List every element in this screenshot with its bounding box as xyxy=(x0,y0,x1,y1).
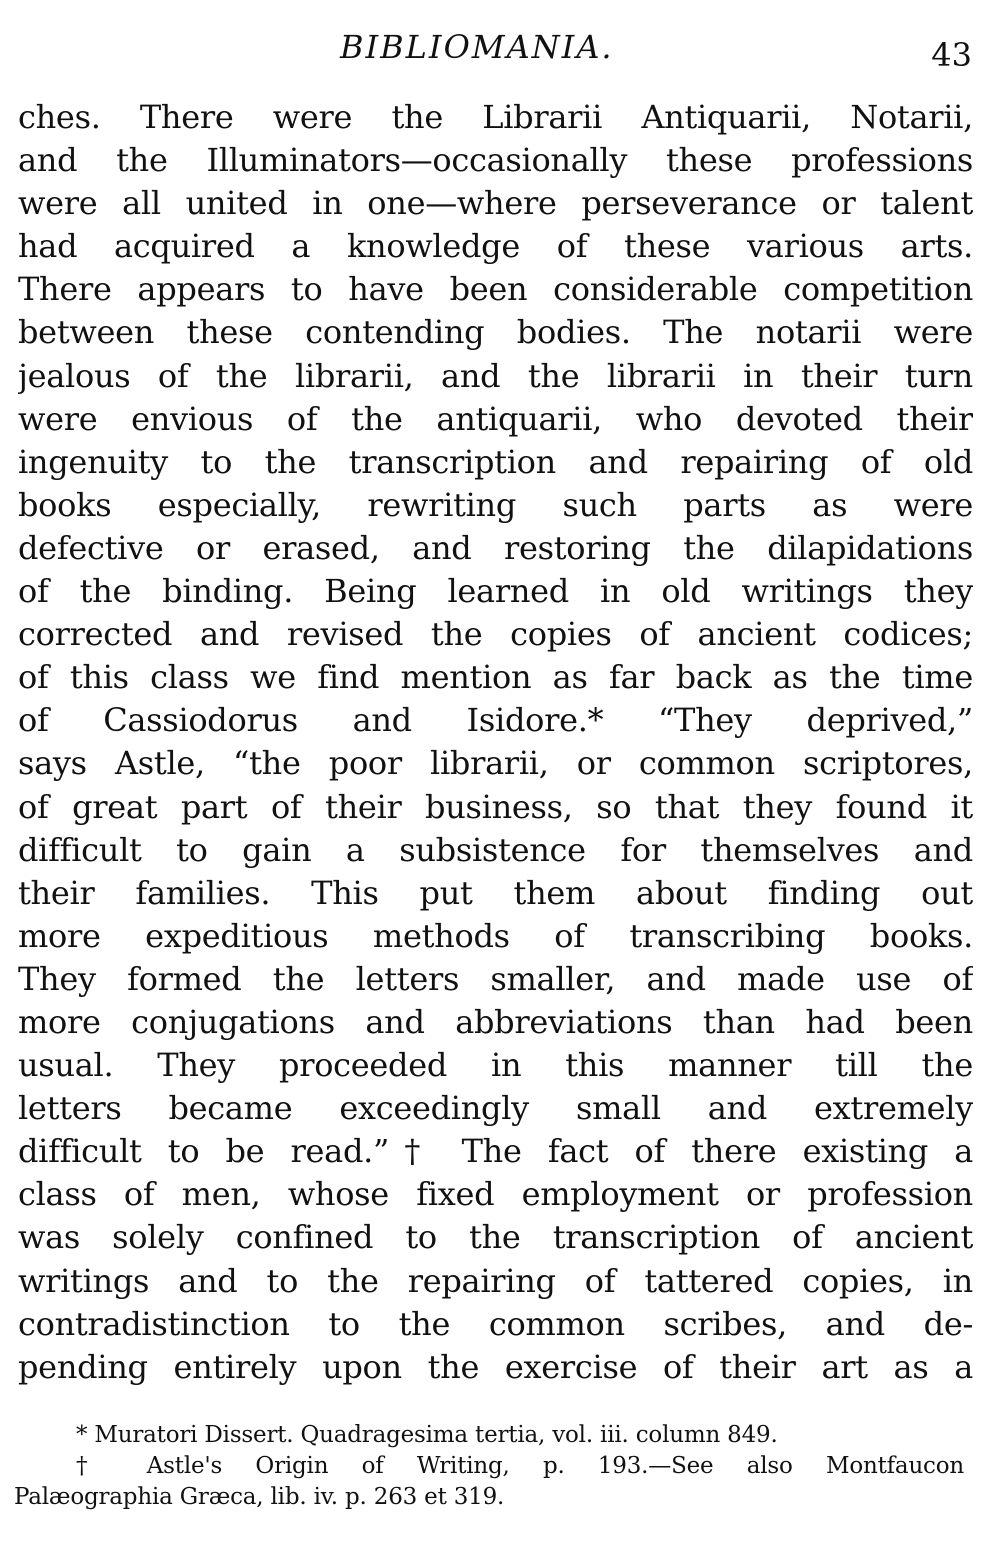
text-line: They formed the letters smaller, and made use of xyxy=(18,959,973,998)
text-line: difficult to be read.”† The fact of there existing a xyxy=(18,1132,973,1171)
text-line: between these contending bodies. The notarii were xyxy=(18,313,973,352)
text-line: was solely confined to the transcription of ancient xyxy=(18,1218,973,1257)
text-line: of great part of their business, so that they found it xyxy=(18,787,973,826)
text-line: pending entirely upon the exercise of their art as a xyxy=(18,1347,973,1386)
text-line: more conjugations and abbreviations than had been xyxy=(18,1002,973,1041)
text-line: of the binding. Being learned in old writings they xyxy=(18,572,973,611)
text-line: writings and to the repairing of tattered copies, in xyxy=(18,1261,973,1300)
text-line: of this class we find mention as far back as the time xyxy=(18,658,973,697)
footnotes xyxy=(14,1420,964,1513)
text-line: letters became exceedingly small and extremely xyxy=(18,1089,973,1128)
text-line: defective or erased, and restoring the dilapidations xyxy=(18,528,973,567)
text-line: more expeditious methods of transcribing books. xyxy=(18,916,973,955)
footnote-2: † Astle's Origin of Writing, p. 193.—See also Montfaucon xyxy=(76,1453,964,1479)
footnote-2-continuation: Palæographia Græca, lib. iv. p. 263 et 319. xyxy=(14,1484,505,1510)
text-line: had acquired a knowledge of these various arts. xyxy=(18,227,973,266)
text-line: corrected and revised the copies of ancient codices; xyxy=(18,615,973,654)
text-line: class of men, whose fixed employment or profession xyxy=(18,1175,973,1214)
text-line: ches. There were the Librarii Antiquarii, Notarii, xyxy=(18,98,973,136)
text-line: difficult to gain a subsistence for themselves and xyxy=(18,830,973,869)
page-header xyxy=(0,28,1000,78)
text-line: There appears to have been considerable competition xyxy=(18,270,973,309)
text-line: were envious of the antiquarii, who devoted their xyxy=(18,399,973,438)
running-title: BIBLIOMANIA. xyxy=(340,28,614,66)
text-line: were all united in one—where perseverance or talent xyxy=(18,184,973,223)
text-line: of Cassiodorus and Isidore.* “They deprived,” xyxy=(18,701,973,740)
page-number: 43 xyxy=(931,36,972,74)
text-line: books especially, rewriting such parts as were xyxy=(18,485,973,524)
text-line: their families. This put them about finding out xyxy=(18,873,973,912)
text-line: and the Illuminators—occasionally these professions xyxy=(18,141,973,180)
text-line: jealous of the librarii, and the librarii in their turn xyxy=(18,356,973,395)
text-line: usual. They proceeded in this manner till the xyxy=(18,1046,973,1085)
text-line: contradistinction to the common scribes, and de- xyxy=(18,1304,973,1343)
text-line: says Astle, “the poor librarii, or common scriptores, xyxy=(18,744,973,783)
body-text xyxy=(18,96,973,1389)
footnote-1: * Muratori Dissert. Quadragesima tertia, vol. iii. column 849. xyxy=(76,1422,778,1448)
text-line: ingenuity to the transcription and repairing of old xyxy=(18,442,973,481)
